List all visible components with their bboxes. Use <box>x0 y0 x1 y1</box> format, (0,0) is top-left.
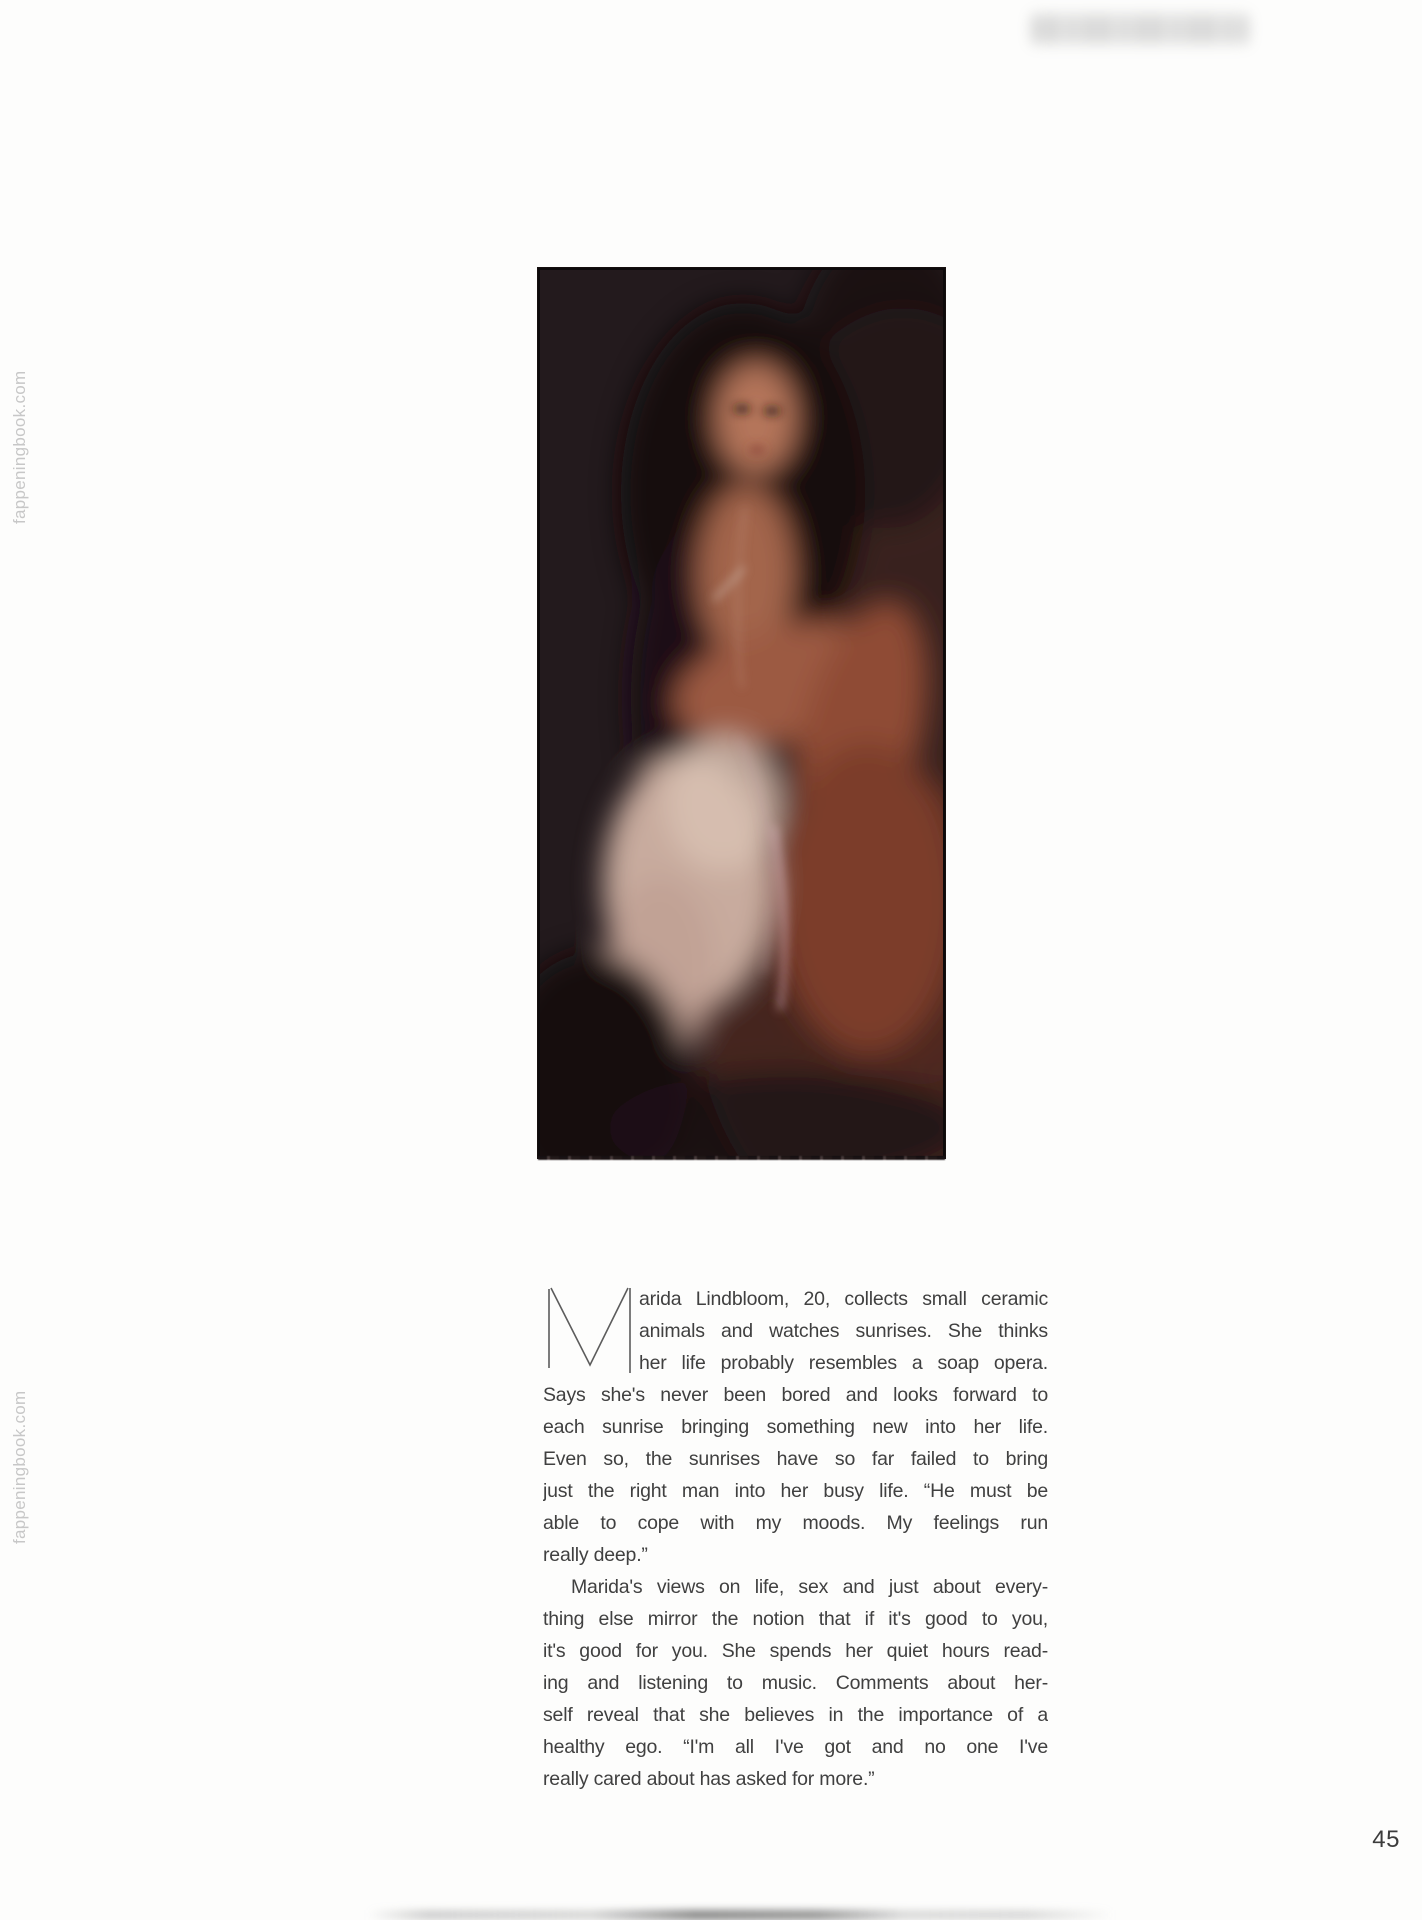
model-photo-illustration <box>538 268 945 1158</box>
text-line: her life probably resembles a soap opera. <box>639 1352 1048 1374</box>
text-line: animals and watches sunrises. She thinks <box>639 1320 1048 1342</box>
watermark-text-upper: fappeningbook.com <box>10 370 29 524</box>
text-line: just the right man into her busy life. “He must be <box>543 1480 1048 1502</box>
text-line: Marida's views on life, sex and just about every- <box>571 1576 1048 1598</box>
text-line: arida Lindbloom, 20, collects small ceramic <box>639 1288 1048 1310</box>
photo-bottom-scan-edge <box>538 1156 945 1160</box>
article-text <box>543 1283 1048 1795</box>
page-number: 45 <box>1372 1826 1400 1853</box>
text-line: really cared about has asked for more.” <box>543 1768 875 1790</box>
text-line: ing and listening to music. Comments about her- <box>543 1672 1048 1694</box>
drop-cap-m-glyph <box>543 1283 639 1373</box>
text-line: self reveal that she believes in the importance of a <box>543 1704 1048 1726</box>
text-line: Even so, the sunrises have so far failed to bring <box>543 1448 1048 1470</box>
next-page-edge-strip <box>368 1910 1113 1920</box>
text-line: Says she's never been bored and looks forward to <box>543 1384 1048 1406</box>
text-line: thing else mirror the notion that if it's good to you, <box>543 1608 1048 1630</box>
text-line: really deep.” <box>543 1544 648 1566</box>
text-line: healthy ego. “I'm all I've got and no one I've <box>543 1736 1048 1758</box>
model-photo <box>538 268 945 1158</box>
text-line: each sunrise bringing something new into her life. <box>543 1416 1048 1438</box>
watermark-text-lower: fappeningbook.com <box>10 1390 29 1544</box>
blurred-masthead <box>1032 14 1248 44</box>
text-line: it's good for you. She spends her quiet hours read- <box>543 1640 1048 1662</box>
drop-cap-m <box>543 1283 639 1373</box>
text-line: able to cope with my moods. My feelings run <box>543 1512 1048 1534</box>
